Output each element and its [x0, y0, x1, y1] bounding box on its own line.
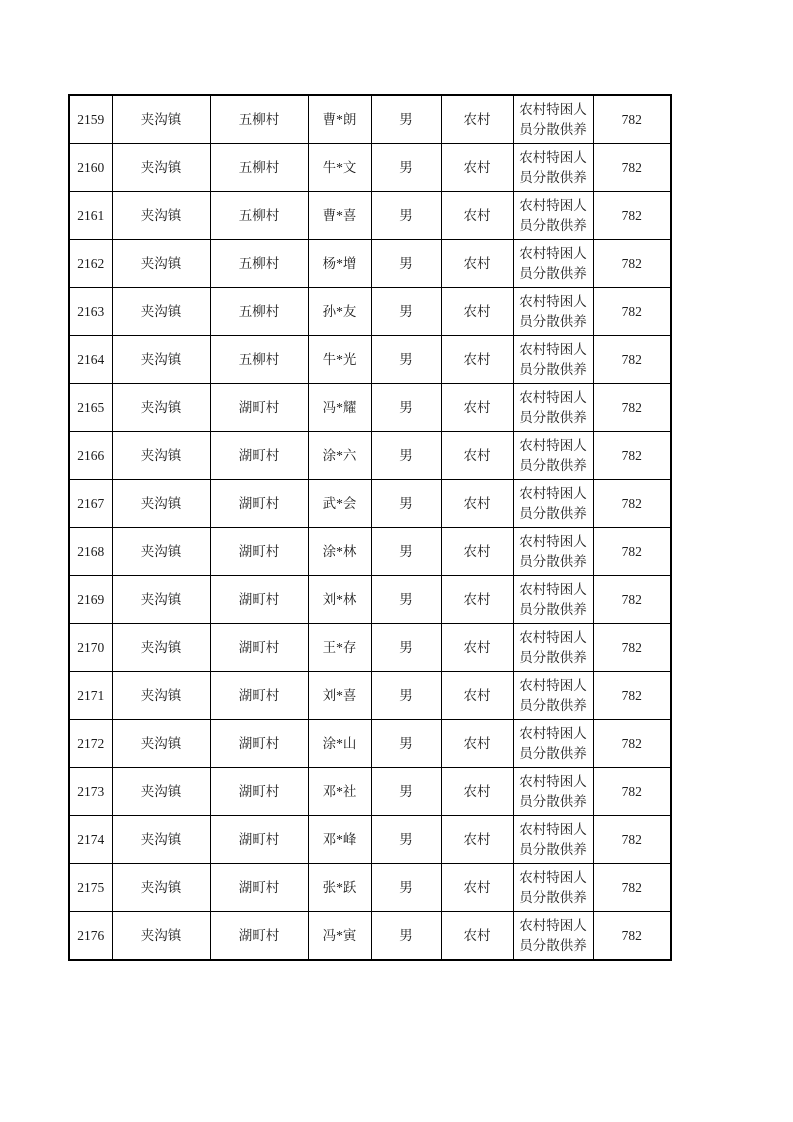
cell-assistance-category: 农村特困人员分散供养	[513, 912, 593, 961]
cell-town: 夹沟镇	[112, 432, 210, 480]
cell-assistance-category: 农村特困人员分散供养	[513, 768, 593, 816]
table-row	[69, 768, 671, 816]
cell-person-name: 涂*六	[308, 432, 371, 480]
cell-gender: 男	[371, 864, 441, 912]
table-row	[69, 336, 671, 384]
cell-gender: 男	[371, 336, 441, 384]
cell-residence-type: 农村	[441, 192, 513, 240]
table-body	[69, 95, 671, 960]
cell-amount: 782	[593, 432, 671, 480]
cell-serial-number: 2161	[69, 192, 112, 240]
cell-gender: 男	[371, 240, 441, 288]
cell-town: 夹沟镇	[112, 384, 210, 432]
cell-assistance-category: 农村特困人员分散供养	[513, 864, 593, 912]
table-row	[69, 672, 671, 720]
cell-assistance-category: 农村特困人员分散供养	[513, 528, 593, 576]
cell-village: 五柳村	[210, 95, 308, 144]
cell-person-name: 曹*喜	[308, 192, 371, 240]
cell-gender: 男	[371, 624, 441, 672]
cell-village: 湖町村	[210, 576, 308, 624]
cell-town: 夹沟镇	[112, 624, 210, 672]
cell-person-name: 邓*峰	[308, 816, 371, 864]
cell-village: 湖町村	[210, 624, 308, 672]
cell-town: 夹沟镇	[112, 912, 210, 961]
cell-gender: 男	[371, 384, 441, 432]
cell-gender: 男	[371, 288, 441, 336]
cell-gender: 男	[371, 816, 441, 864]
cell-town: 夹沟镇	[112, 336, 210, 384]
cell-gender: 男	[371, 528, 441, 576]
cell-assistance-category: 农村特困人员分散供养	[513, 144, 593, 192]
cell-gender: 男	[371, 144, 441, 192]
cell-amount: 782	[593, 95, 671, 144]
cell-town: 夹沟镇	[112, 864, 210, 912]
cell-serial-number: 2176	[69, 912, 112, 961]
cell-person-name: 张*跃	[308, 864, 371, 912]
cell-village: 湖町村	[210, 528, 308, 576]
cell-village: 湖町村	[210, 480, 308, 528]
cell-residence-type: 农村	[441, 384, 513, 432]
cell-town: 夹沟镇	[112, 528, 210, 576]
cell-village: 湖町村	[210, 768, 308, 816]
cell-person-name: 冯*寅	[308, 912, 371, 961]
cell-town: 夹沟镇	[112, 672, 210, 720]
cell-residence-type: 农村	[441, 480, 513, 528]
cell-amount: 782	[593, 768, 671, 816]
cell-person-name: 武*会	[308, 480, 371, 528]
cell-residence-type: 农村	[441, 672, 513, 720]
cell-person-name: 涂*林	[308, 528, 371, 576]
cell-village: 五柳村	[210, 336, 308, 384]
cell-person-name: 牛*光	[308, 336, 371, 384]
cell-amount: 782	[593, 672, 671, 720]
table-row	[69, 192, 671, 240]
cell-residence-type: 农村	[441, 336, 513, 384]
cell-town: 夹沟镇	[112, 144, 210, 192]
cell-person-name: 刘*喜	[308, 672, 371, 720]
table-row	[69, 384, 671, 432]
table-row	[69, 720, 671, 768]
cell-gender: 男	[371, 720, 441, 768]
cell-person-name: 杨*增	[308, 240, 371, 288]
cell-town: 夹沟镇	[112, 768, 210, 816]
cell-serial-number: 2160	[69, 144, 112, 192]
table-row	[69, 480, 671, 528]
cell-amount: 782	[593, 384, 671, 432]
cell-gender: 男	[371, 912, 441, 961]
cell-serial-number: 2170	[69, 624, 112, 672]
cell-town: 夹沟镇	[112, 95, 210, 144]
cell-residence-type: 农村	[441, 240, 513, 288]
cell-person-name: 牛*文	[308, 144, 371, 192]
table-row	[69, 912, 671, 961]
table-row	[69, 816, 671, 864]
cell-village: 湖町村	[210, 816, 308, 864]
cell-serial-number: 2174	[69, 816, 112, 864]
cell-amount: 782	[593, 240, 671, 288]
cell-residence-type: 农村	[441, 720, 513, 768]
cell-town: 夹沟镇	[112, 816, 210, 864]
cell-assistance-category: 农村特困人员分散供养	[513, 480, 593, 528]
cell-assistance-category: 农村特困人员分散供养	[513, 432, 593, 480]
cell-serial-number: 2167	[69, 480, 112, 528]
cell-serial-number: 2169	[69, 576, 112, 624]
cell-assistance-category: 农村特困人员分散供养	[513, 192, 593, 240]
cell-village: 湖町村	[210, 432, 308, 480]
cell-person-name: 王*存	[308, 624, 371, 672]
cell-gender: 男	[371, 95, 441, 144]
cell-serial-number: 2173	[69, 768, 112, 816]
cell-serial-number: 2172	[69, 720, 112, 768]
cell-amount: 782	[593, 864, 671, 912]
cell-serial-number: 2162	[69, 240, 112, 288]
cell-residence-type: 农村	[441, 144, 513, 192]
cell-gender: 男	[371, 480, 441, 528]
cell-residence-type: 农村	[441, 95, 513, 144]
cell-person-name: 曹*朗	[308, 95, 371, 144]
table-row	[69, 144, 671, 192]
cell-serial-number: 2168	[69, 528, 112, 576]
cell-town: 夹沟镇	[112, 576, 210, 624]
cell-person-name: 刘*林	[308, 576, 371, 624]
cell-amount: 782	[593, 912, 671, 961]
cell-residence-type: 农村	[441, 816, 513, 864]
cell-village: 五柳村	[210, 192, 308, 240]
cell-amount: 782	[593, 528, 671, 576]
cell-town: 夹沟镇	[112, 192, 210, 240]
table-row	[69, 624, 671, 672]
cell-amount: 782	[593, 576, 671, 624]
cell-serial-number: 2166	[69, 432, 112, 480]
cell-amount: 782	[593, 336, 671, 384]
table-row	[69, 95, 671, 144]
cell-assistance-category: 农村特困人员分散供养	[513, 336, 593, 384]
table-row	[69, 576, 671, 624]
cell-town: 夹沟镇	[112, 288, 210, 336]
cell-serial-number: 2164	[69, 336, 112, 384]
table-row	[69, 864, 671, 912]
cell-residence-type: 农村	[441, 624, 513, 672]
cell-village: 湖町村	[210, 864, 308, 912]
cell-amount: 782	[593, 192, 671, 240]
cell-amount: 782	[593, 624, 671, 672]
cell-assistance-category: 农村特困人员分散供养	[513, 624, 593, 672]
cell-assistance-category: 农村特困人员分散供养	[513, 576, 593, 624]
cell-serial-number: 2163	[69, 288, 112, 336]
cell-assistance-category: 农村特困人员分散供养	[513, 288, 593, 336]
table-row	[69, 432, 671, 480]
cell-serial-number: 2175	[69, 864, 112, 912]
cell-assistance-category: 农村特困人员分散供养	[513, 816, 593, 864]
cell-amount: 782	[593, 720, 671, 768]
cell-residence-type: 农村	[441, 432, 513, 480]
cell-village: 五柳村	[210, 240, 308, 288]
cell-residence-type: 农村	[441, 864, 513, 912]
table-row	[69, 288, 671, 336]
cell-town: 夹沟镇	[112, 720, 210, 768]
cell-gender: 男	[371, 192, 441, 240]
cell-residence-type: 农村	[441, 912, 513, 961]
cell-village: 湖町村	[210, 384, 308, 432]
cell-town: 夹沟镇	[112, 480, 210, 528]
cell-residence-type: 农村	[441, 528, 513, 576]
cell-amount: 782	[593, 480, 671, 528]
cell-village: 湖町村	[210, 672, 308, 720]
cell-assistance-category: 农村特困人员分散供养	[513, 384, 593, 432]
cell-village: 湖町村	[210, 720, 308, 768]
cell-assistance-category: 农村特困人员分散供养	[513, 672, 593, 720]
cell-residence-type: 农村	[441, 576, 513, 624]
cell-gender: 男	[371, 768, 441, 816]
cell-residence-type: 农村	[441, 288, 513, 336]
cell-residence-type: 农村	[441, 768, 513, 816]
cell-assistance-category: 农村特困人员分散供养	[513, 95, 593, 144]
cell-person-name: 涂*山	[308, 720, 371, 768]
beneficiary-table	[68, 94, 672, 961]
cell-amount: 782	[593, 288, 671, 336]
cell-village: 五柳村	[210, 288, 308, 336]
cell-village: 五柳村	[210, 144, 308, 192]
table-row	[69, 240, 671, 288]
cell-serial-number: 2159	[69, 95, 112, 144]
cell-town: 夹沟镇	[112, 240, 210, 288]
cell-gender: 男	[371, 672, 441, 720]
table-row	[69, 528, 671, 576]
cell-serial-number: 2171	[69, 672, 112, 720]
cell-amount: 782	[593, 816, 671, 864]
cell-person-name: 冯*耀	[308, 384, 371, 432]
cell-assistance-category: 农村特困人员分散供养	[513, 240, 593, 288]
cell-serial-number: 2165	[69, 384, 112, 432]
cell-gender: 男	[371, 432, 441, 480]
cell-assistance-category: 农村特困人员分散供养	[513, 720, 593, 768]
cell-gender: 男	[371, 576, 441, 624]
cell-person-name: 孙*友	[308, 288, 371, 336]
cell-village: 湖町村	[210, 912, 308, 961]
cell-amount: 782	[593, 144, 671, 192]
cell-person-name: 邓*社	[308, 768, 371, 816]
